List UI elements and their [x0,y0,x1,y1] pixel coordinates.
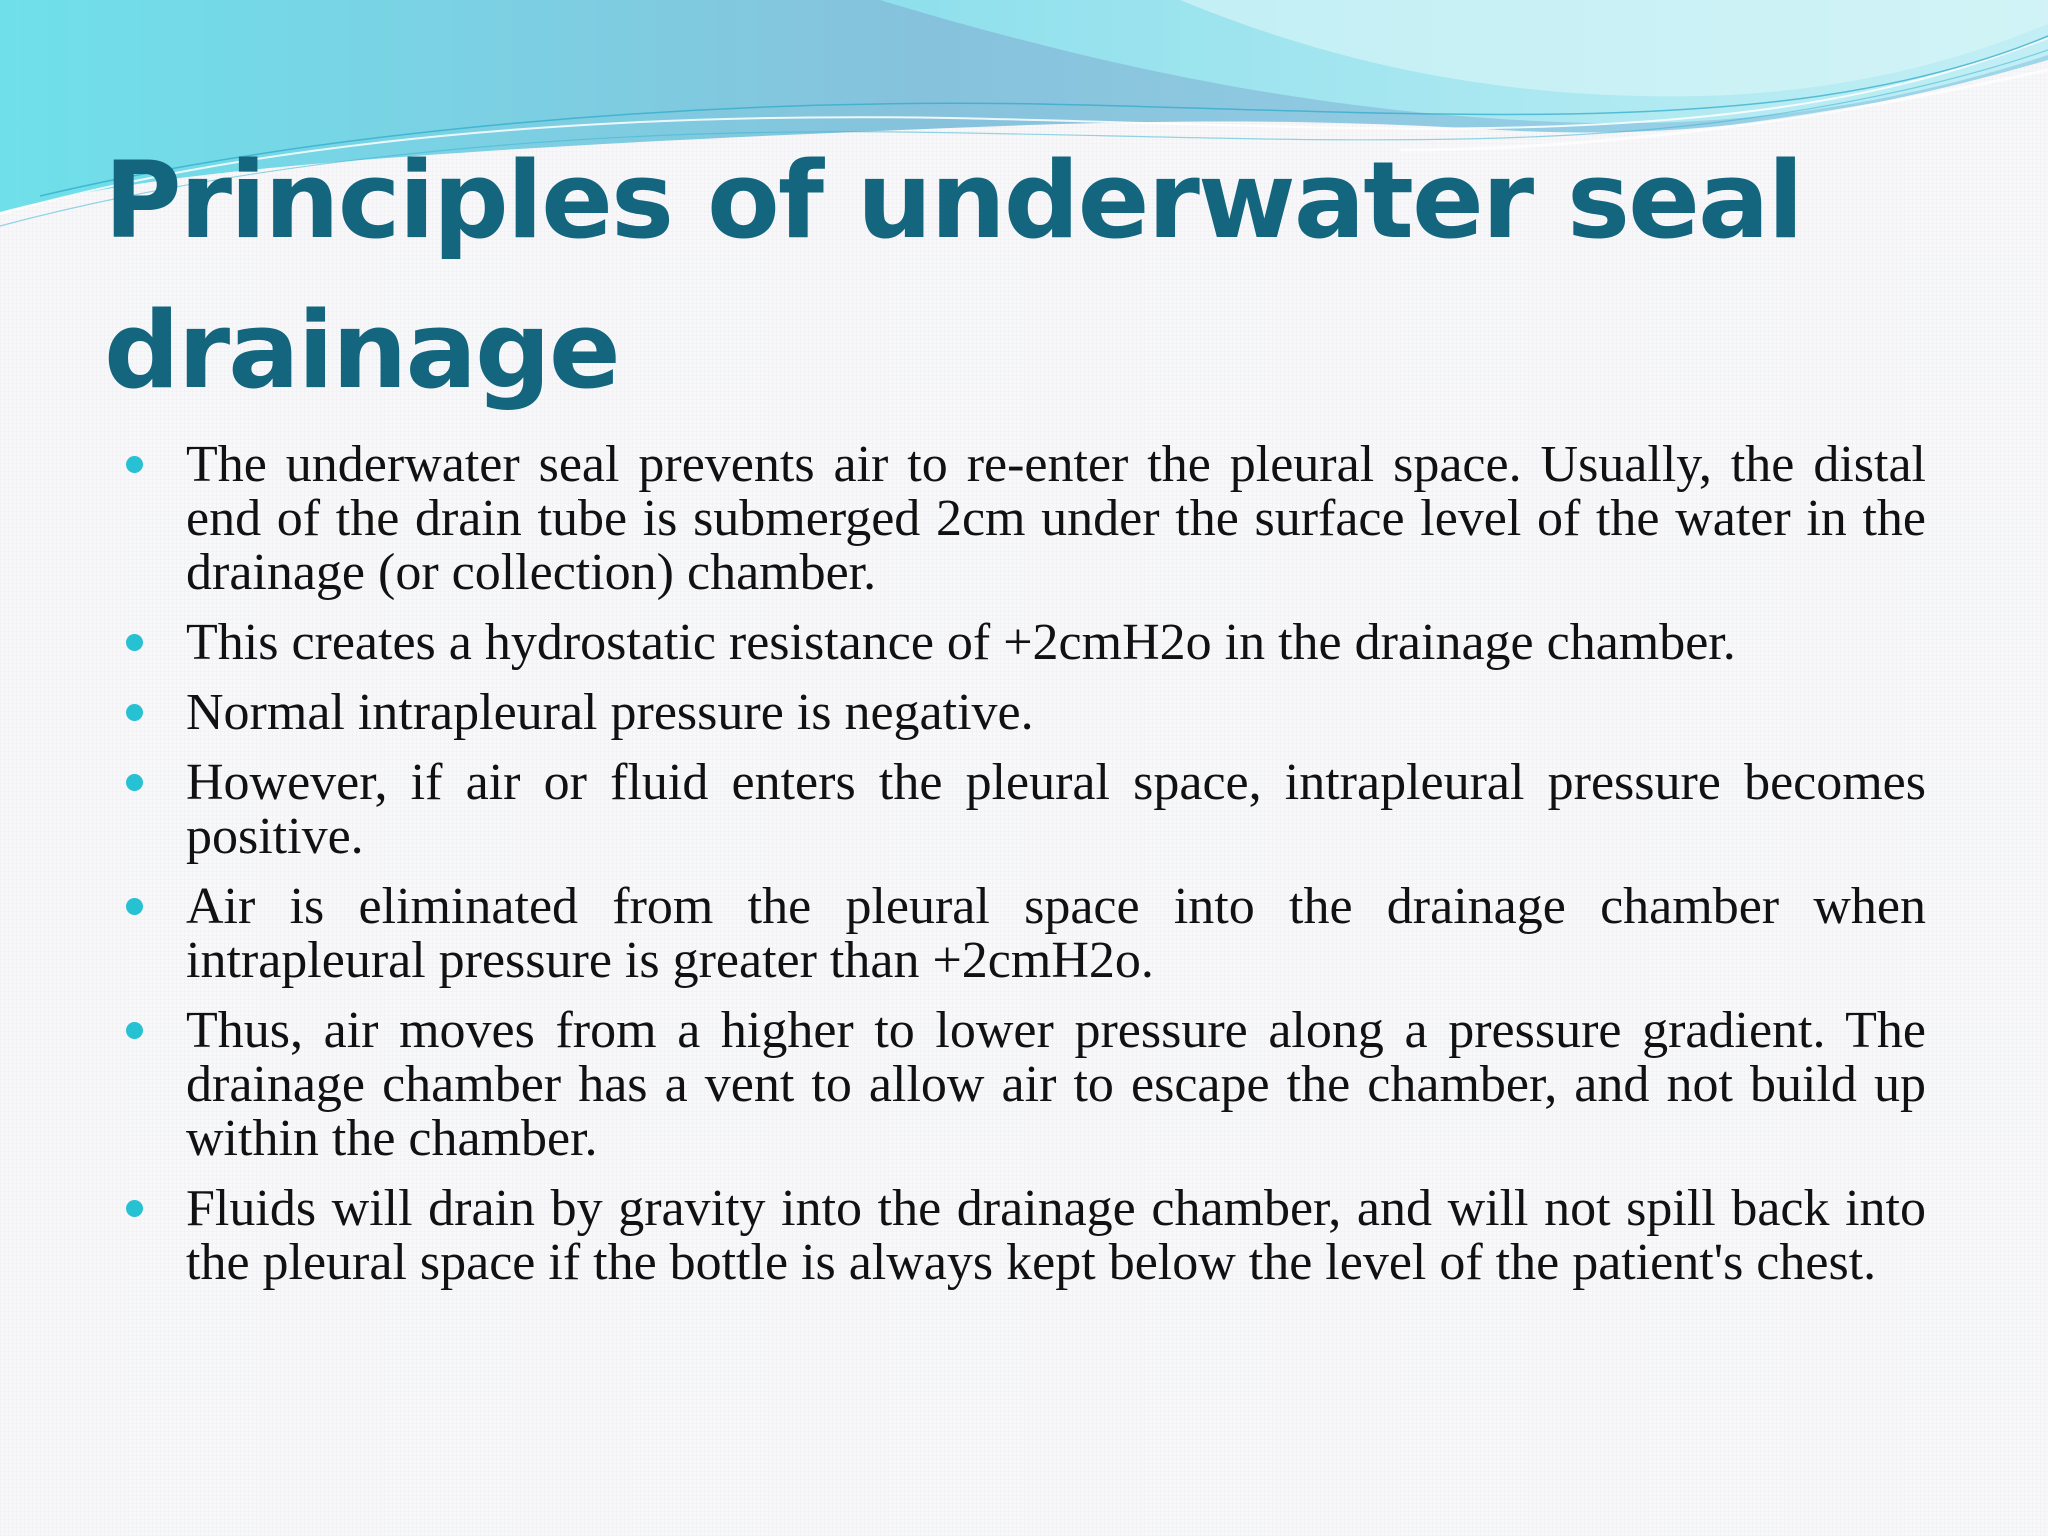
bullet-item [126,756,1926,864]
bullet-item [126,1182,1926,1290]
bullet-dot-icon [126,634,143,651]
bullet-text: This creates a hydrostatic resistance of +2cmH2o in the drainage chamber. [186,614,1736,671]
bullet-item [126,880,1926,988]
bullet-text: Thus, air moves from a higher to lower pressure along a pressure gradient. The drainage chamber has a vent to allow air to escape the chamber, and not build up within the chamber. [186,1002,1926,1167]
slide-title: Principles of underwater seal drainage [104,139,1802,412]
bullet-item [126,438,1926,600]
bullet-item [126,1004,1926,1166]
bullet-dot-icon [126,1022,143,1039]
bullet-text: The underwater seal prevents air to re-enter the pleural space. Usually, the distal end of the drain tube is submerged 2cm under the surface level of the water in the drainage (or collection) chamber. [186,436,1926,601]
bullet-text: However, if air or fluid enters the pleural space, intrapleural pressure becomes positive. [186,754,1926,865]
bullet-text: Normal intrapleural pressure is negative. [186,684,1034,741]
bullet-text: Air is eliminated from the pleural space into the drainage chamber when intrapleural pressure is greater than +2cmH2o. [186,878,1926,989]
bullet-dot-icon [126,774,143,791]
bullet-dot-icon [126,898,143,915]
bullet-item [126,616,1926,670]
bullet-dot-icon [126,456,143,473]
bullet-text: Fluids will drain by gravity into the drainage chamber, and will not spill back into the pleural space if the bottle is always kept below the level of the patient's chest. [186,1180,1926,1291]
bullet-dot-icon [126,1200,143,1217]
bullet-list [126,438,1926,1306]
bullet-item [126,686,1926,740]
bullet-dot-icon [126,704,143,721]
